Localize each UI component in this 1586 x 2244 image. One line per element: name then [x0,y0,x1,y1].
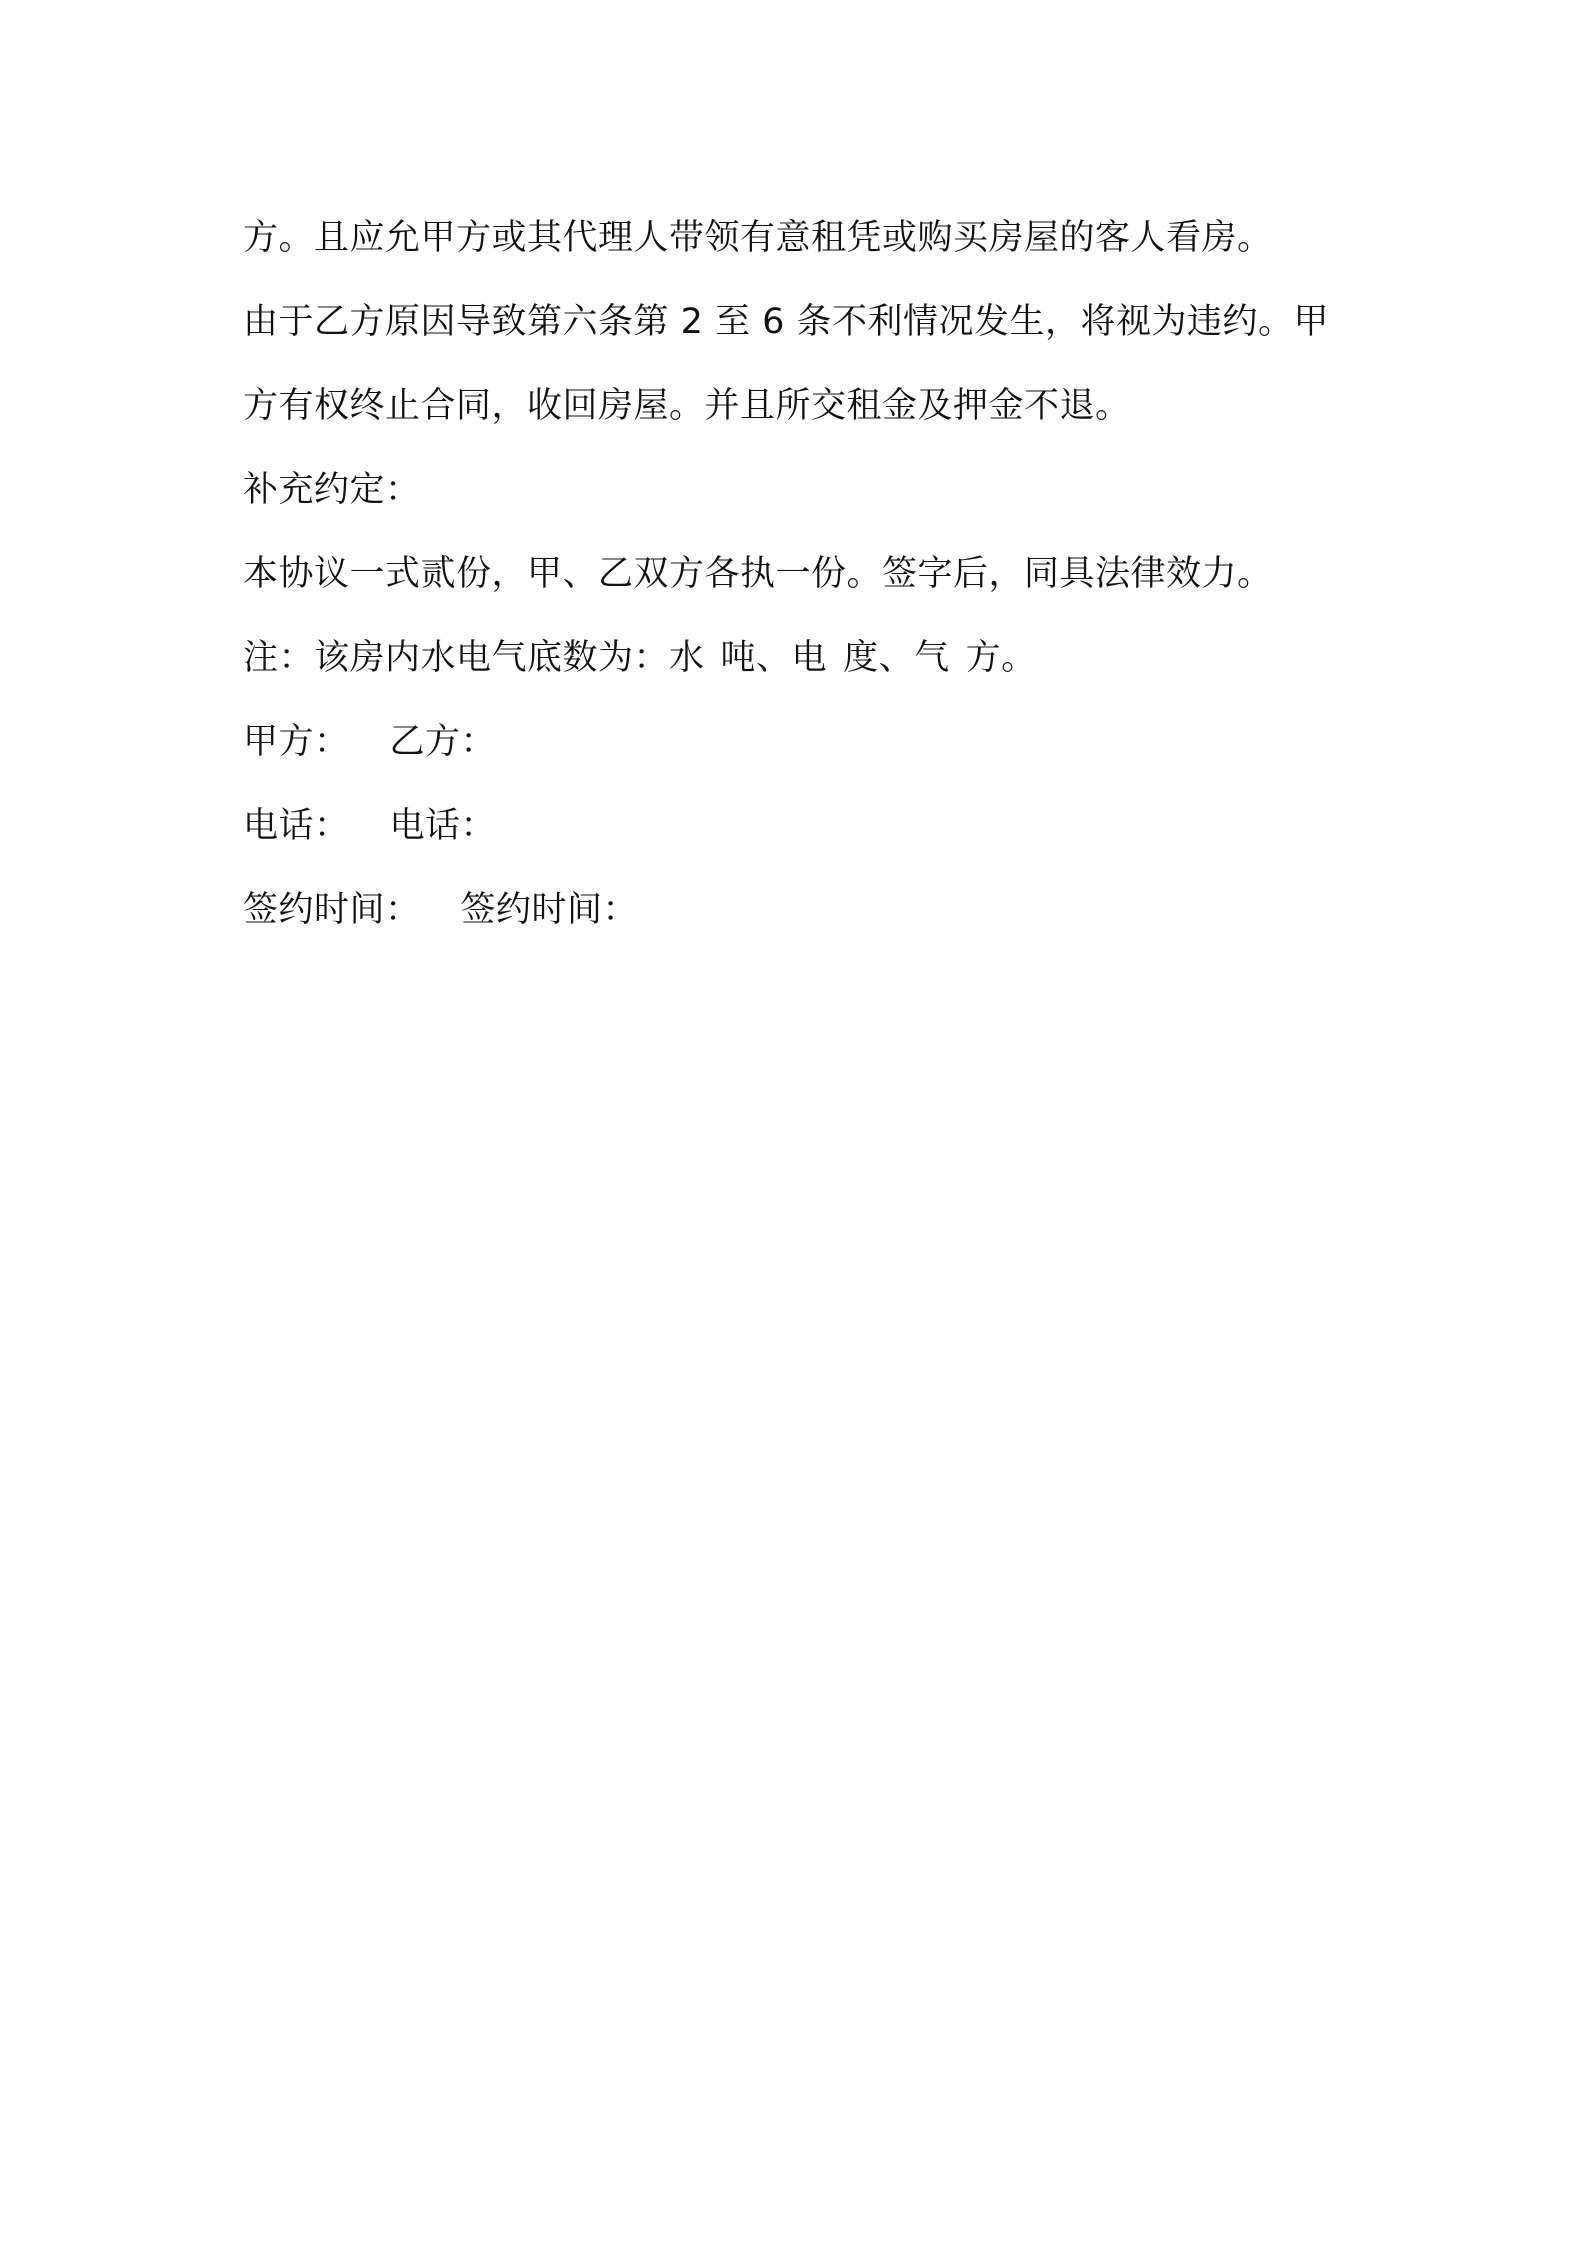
party-a-phone-label: 电话： [243,806,350,846]
party-a-date-label: 签约时间： [243,890,421,930]
party-b-date-label: 签约时间： [460,890,639,930]
signature-phone-row [243,784,1363,868]
paragraph-line-1: 方。且应允甲方或其代理人带领有意租凭或购买房屋的客人看房。 [243,218,1273,258]
signature-date-row [243,868,1363,952]
paragraph-line-2: 由于乙方原因导致第六条第 2 至 6 条不利情况发生，将视为违约。甲 [243,302,1330,342]
note-prefix: 注：该房内水电气底数为： [243,638,670,678]
utility-readings-note [243,616,1363,700]
electric-label: 电 [791,638,828,678]
electric-unit: 度、 [843,638,915,678]
gas-unit: 方。 [965,638,1037,678]
paragraph-line-3: 方有权终止合同，收回房屋。并且所交租金及押金不退。 [243,386,1131,426]
water-unit: 吨、 [720,638,792,678]
party-a-label: 甲方： [243,722,350,762]
document-body [243,196,1363,952]
water-label: 水 [669,638,705,678]
party-b-label: 乙方： [389,722,497,762]
agreement-copies-line: 本协议一式贰份，甲、乙双方各执一份。签字后，同具法律效力。 [243,554,1273,594]
gas-label: 气 [914,638,950,678]
party-b-phone-label: 电话： [389,806,497,846]
supplementary-heading: 补充约定： [243,470,421,510]
signature-party-row [243,700,1363,784]
